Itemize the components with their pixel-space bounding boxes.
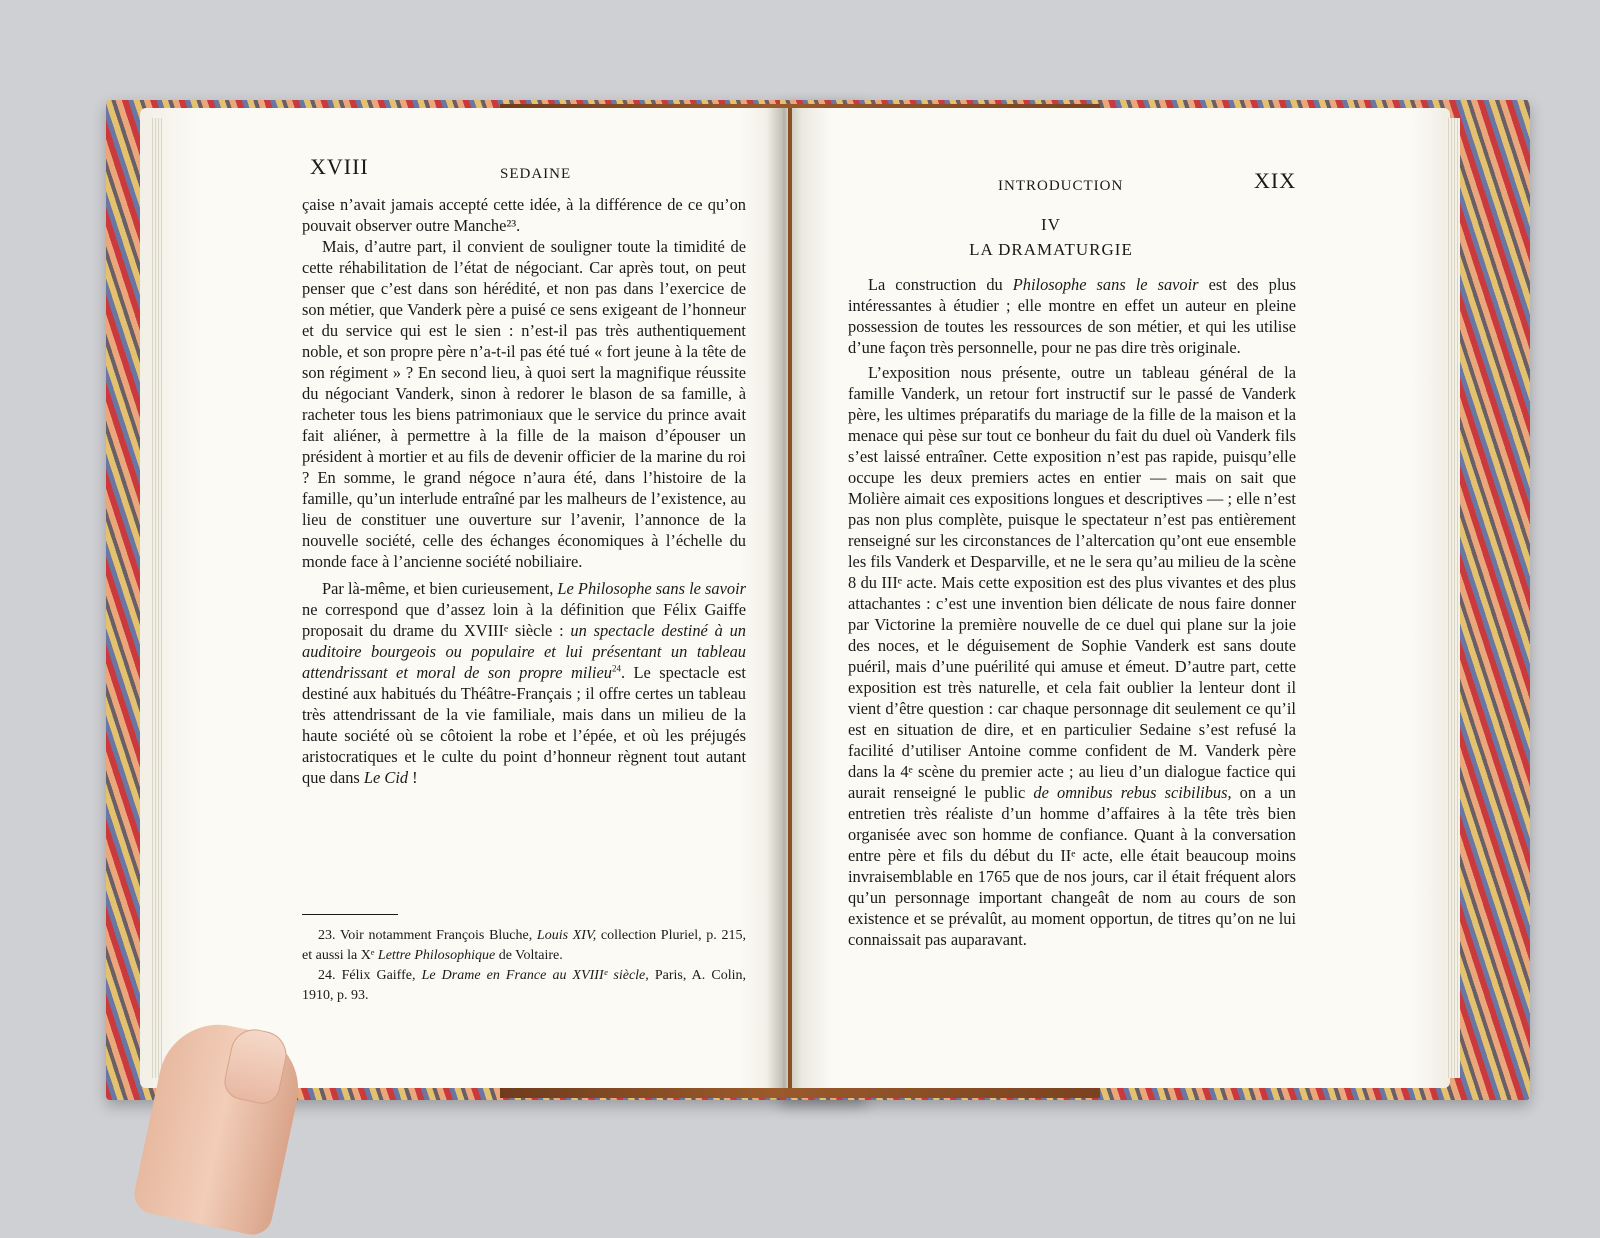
section-heading — [832, 212, 1270, 262]
footnotes — [302, 926, 746, 1006]
right-body — [848, 274, 1296, 950]
section-number: IV — [1041, 215, 1061, 234]
right-page — [792, 108, 1450, 1088]
paragraph: çaise n’avait jamais accepté cette idée, à la différence de ce qu’on pouvait observer outre Manche²³. — [302, 195, 746, 235]
page-number-left: XVIII — [310, 154, 369, 179]
paragraph: Par là-même, et bien curieusement, Le Philosophe sans le savoir ne correspond que d’assez loin à la définition que Félix Gaiffe proposait du drame du XVIIIᵉ siècle : un spectacle destiné à un auditoire bourgeois ou populaire et lui présentant un tableau attendrissant et moral de son propre milieu$^{24}$. Le spectacle est destiné aux habitués du Théâtre-Français ; il offre certes un tableau très attendrissant de la vie familiale, mais dans un milieu de la haute société où se côtoient la robe et l’épée, et où les préjugés aristocratiques et le culte du point d’honneur règnent tout autant que dans Le Cid ! — [302, 579, 747, 787]
footnote-rule — [302, 914, 398, 915]
paragraph: L’exposition nous présente, outre un tableau général de la famille Vanderk, un retour fort instructif sur le passé de Vanderk père, les ultimes préparatifs du mariage de la fille de la maison et la menace qui pèse sur tout ce bonheur du fait du duel où Vanderk fils s’est laissé entraîner. Cette exposition n’est pas rapide, puisqu’elle occupe les deux premiers actes en entier — mais on sait que Molière aimait ces expositions longues et descriptives — ; elle n’est pas non plus complète, puisque le spectateur n’est pas entièrement renseigné sur les circonstances de l’altercation qu’ont eue ensemble les fils Vanderk et Desparville, et ne le sera qu’au milieu de la scène 8 du IIIᵉ acte. Mais cette exposition est des plus vivantes et des plus attachantes : c’est une invention bien délicate de nous faire donner par Victorine la première nouvelle de ce duel qui plane sur la joie des noces, et le déguisement de Sophie Vanderk est sans doute puéril, mais d’une puérilité qui amuse et émeut. D’autre part, cette exposition est très naturelle, et cela fait oublier la lenteur dont il vient d’être question : car chaque personnage dit seulement ce qu’il est en situation de dire, et en particulier Sedaine s’est refusé la facilité d’utiliser Antoine comme confident de M. Vanderk père dans la 4ᵉ scène du premier acte ; au lieu d’un dialogue factice qui aurait renseigné le public de omnibus rebus scibilibus, on a un entretien très réaliste d’un homme d’affaires à la tête très bien organisée avec son homme de confiance. Quant à la conversation entre père et fils du début du IIᵉ acte, elle était beaucoup moins invraisemblable en 1765 que de nos jours, car il était fréquent alors qu’un personnage important changeât de nom au cours de son existence et se prévalût, au moment opportun, de titres qu’on ne lui connaissait pas auparavant. — [848, 363, 1296, 949]
paragraph: Mais, d’autre part, il convient de souligner toute la timidité de cette réhabilitation de l’état de négociant. Car après tout, on peut penser que c’est dans son hérédité, et non pas dans l’exercice de son métier, que Vanderk père a puisé ce sens exigeant de l’honneur et du service qui est le sien : n’est-il pas très authentiquement noble, et son propre père n’a-t-il pas été tué « fort jeune à la tête de son régiment » ? En second lieu, à quoi sert la magnifique réussite du négociant Vanderk, sinon à redorer le blason de sa famille, à racheter tous les biens patrimoniaux que le service du prince avait fait aliéner, à permettre à la fille de la maison d’épouser un président à mortier et au fils de devenir officier de la marine du roi ? En somme, le grand négoce n’aura été, dans l’histoire de la famille, qu’un interlude entraîné par les malheurs de l’existence, au lieu de constituer une ouverture sur l’avenir, l’annonce de la nouvelle société, celle des échanges économiques à l’échelle du monde face à l’ancienne société nobiliaire. — [302, 237, 746, 571]
section-title: LA DRAMATURGIE — [969, 240, 1133, 259]
running-head-left: SEDAINE — [500, 166, 572, 182]
page-edges-left — [150, 118, 162, 1078]
footnote-24: 24. Félix Gaiffe, Le Drame en France au XVIIIᵉ siècle, Paris, A. Colin, 1910, p. 93. — [302, 968, 746, 1003]
running-head-right: INTRODUCTION — [998, 178, 1124, 194]
footnote-23: 23. Voir notamment François Bluche, Louis XIV, collection Pluriel, p. 215, et aussi la Xᵉ Lettre Philosophique de Voltaire. — [302, 928, 746, 963]
book-gutter — [766, 108, 802, 1088]
page-edges-right — [1446, 118, 1460, 1078]
left-page — [140, 108, 788, 1088]
paragraph: La construction du Philosophe sans le savoir est des plus intéressantes à étudier ; elle montre en effet un auteur en pleine possession de toutes les ressources de son métier, et qui les utilise d’une façon très personnelle, pour ne pas dire très originale. — [848, 275, 1297, 357]
left-body — [302, 194, 746, 788]
page-number-right: XIX — [1254, 168, 1297, 193]
